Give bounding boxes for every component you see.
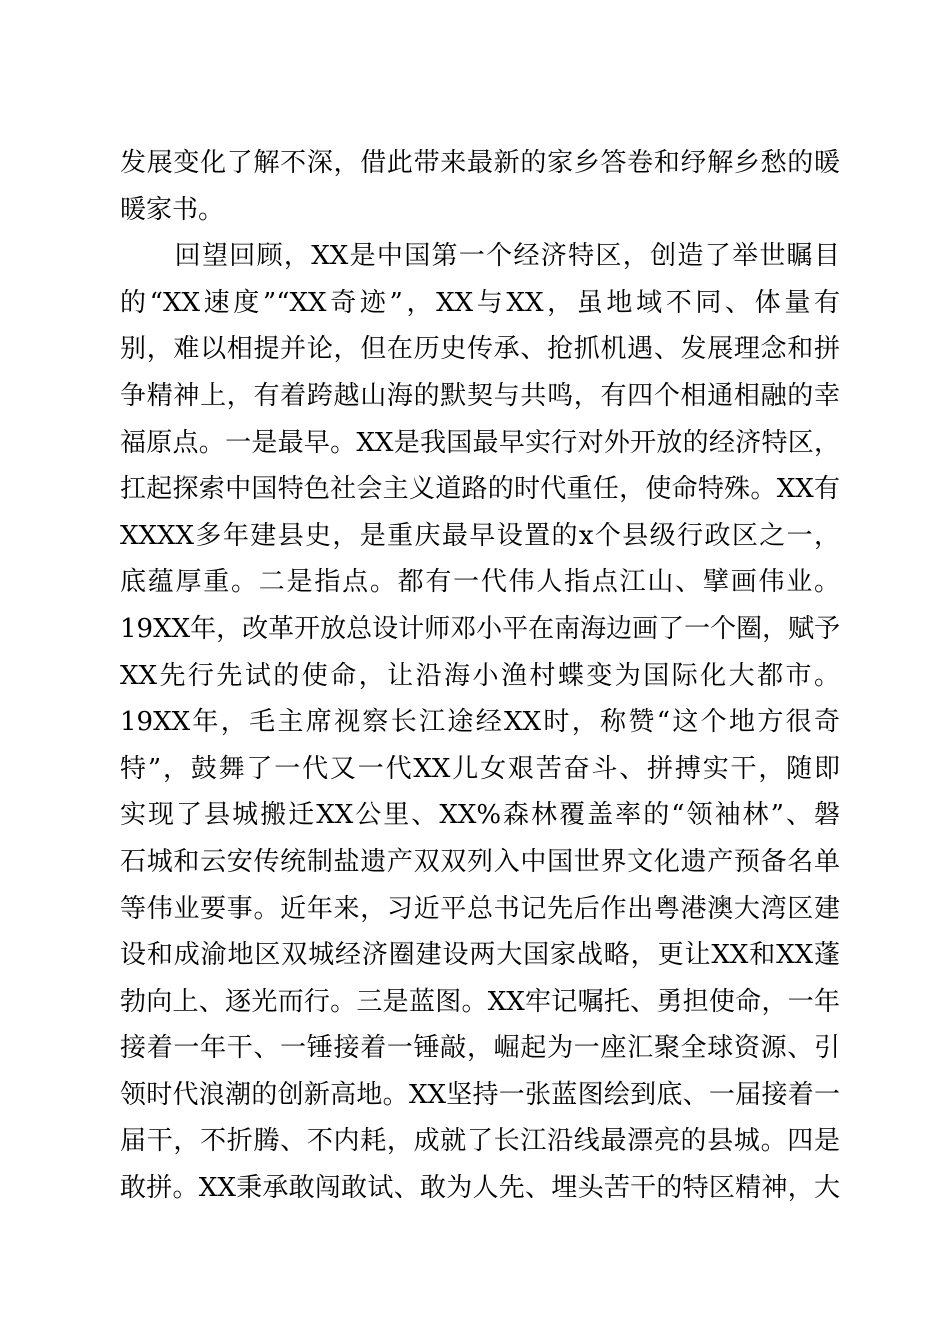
- text-line: 实现了县城搬迁XX公里、XX%森林覆盖率的“领袖林”、磐: [120, 800, 840, 831]
- text-line: 暖家书。: [120, 194, 225, 225]
- text-line: 设和成渝地区双城经济圈建设两大国家战略，更让XX和XX蓬: [120, 940, 840, 971]
- text-line: 19XX年，毛主席视察长江途经XX时，称赞“这个地方很奇: [120, 707, 840, 738]
- text-line: 的“XX速度”“XX奇迹”，XX与XX，虽地域不同、体量有: [120, 287, 840, 318]
- text-line: 届干，不折腾、不内耗，成就了长江沿线最漂亮的县城。四是: [120, 1126, 840, 1157]
- text-line: 别，难以相提并论，但在历史传承、抢抓机遇、发展理念和拼: [120, 334, 840, 365]
- text-line: 领时代浪潮的创新高地。XX坚持一张蓝图绘到底、一届接着一: [120, 1079, 840, 1110]
- text-line: 石城和云安传统制盐遗产双双列入中国世界文化遗产预备名单: [120, 846, 840, 877]
- text-line: 接着一年干、一锤接着一锤敲，崛起为一座汇聚全球资源、引: [120, 1033, 840, 1064]
- text-line: 回望回顾，XX是中国第一个经济特区，创造了举世瞩目: [120, 241, 840, 272]
- text-line: XXXX多年建县史，是重庆最早设置的x个县级行政区之一，: [120, 520, 840, 551]
- text-line: 敢拼。XX秉承敢闯敢试、敢为人先、埋头苦干的特区精神，大: [120, 1173, 840, 1204]
- text-line: 福原点。一是最早。XX是我国最早实行对外开放的经济特区，: [120, 427, 840, 458]
- text-line: 等伟业要事。近年来，习近平总书记先后作出粤港澳大湾区建: [120, 893, 840, 924]
- text-line: 底蕴厚重。二是指点。都有一代伟人指点江山、擘画伟业。: [120, 567, 840, 598]
- text-line: 争精神上，有着跨越山海的默契与共鸣，有四个相通相融的幸: [120, 380, 840, 411]
- text-line: 发展变化了解不深，借此带来最新的家乡答卷和纾解乡愁的暖: [120, 148, 840, 178]
- text-line: 特”，鼓舞了一代又一代XX儿女艰苦奋斗、拼搏实干，随即: [120, 753, 840, 784]
- text-line: 勃向上、逐光而行。三是蓝图。XX牢记嘱托、勇担使命，一年: [120, 986, 840, 1017]
- body-text: [120, 140, 840, 1212]
- text-line: 19XX年，改革开放总设计师邓小平在南海边画了一个圈，赋予: [120, 613, 841, 644]
- text-line: 扛起探索中国特色社会主义道路的时代重任，使命特殊。XX有: [120, 474, 840, 505]
- text-line: XX先行先试的使命，让沿海小渔村蝶变为国际化大都市。: [120, 660, 840, 691]
